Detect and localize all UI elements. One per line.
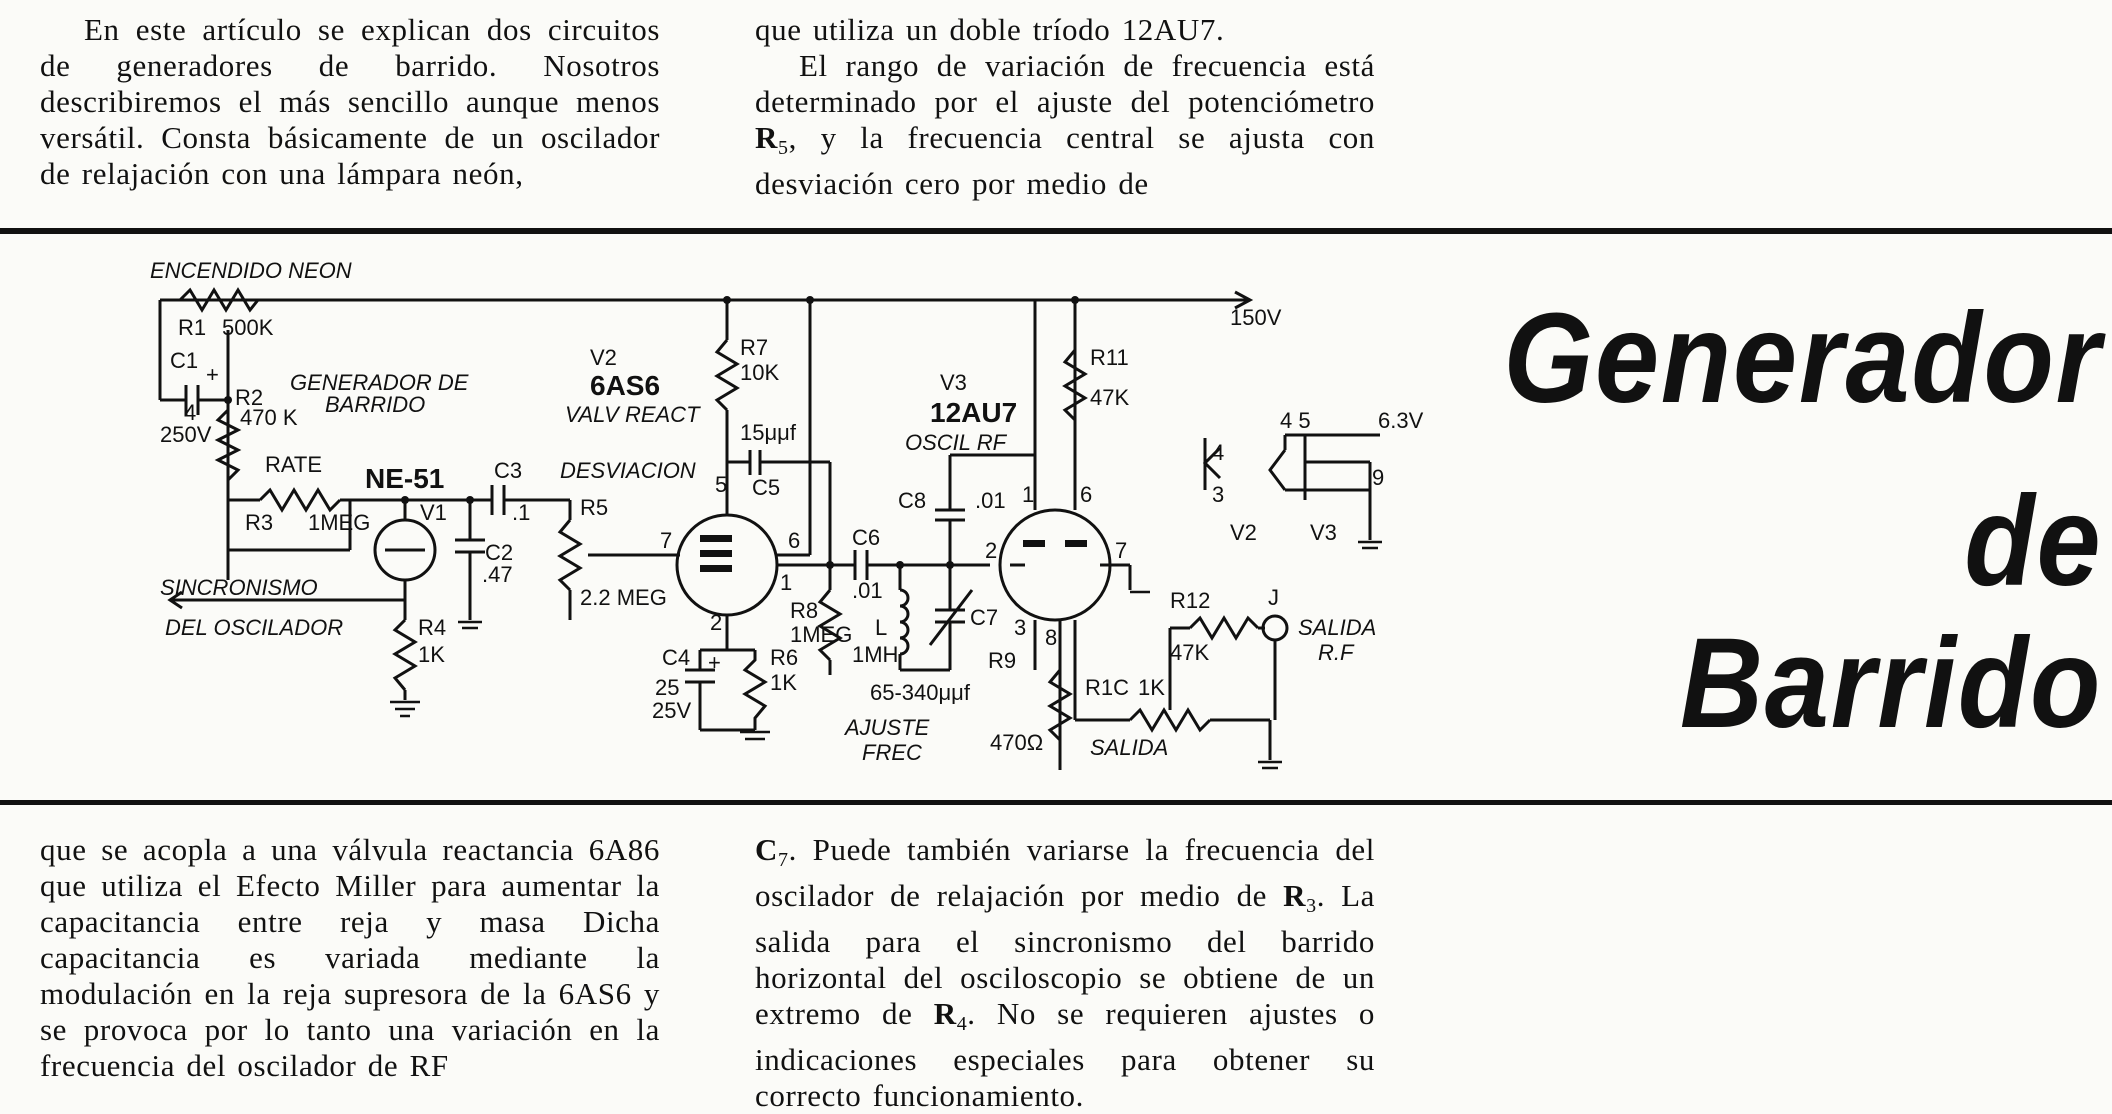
- label-r9-value: 470Ω: [990, 730, 1044, 755]
- label-r5-value: 2.2 MEG: [580, 585, 667, 610]
- label-desviacion: DESVIACION: [560, 458, 696, 483]
- label-heater-9: 9: [1372, 465, 1385, 490]
- label-r10: R1C: [1085, 675, 1130, 700]
- label-r5: R5: [580, 495, 609, 520]
- label-r12: R12: [1170, 588, 1211, 613]
- bottom-rule: [0, 800, 2112, 805]
- label-generador-1: GENERADOR DE: [290, 370, 469, 395]
- label-l-value: 1MH: [852, 642, 899, 667]
- label-ne51: NE-51: [365, 463, 445, 494]
- label-heater-v2: V2: [1230, 520, 1257, 545]
- label-v2-desc: VALV REACT: [565, 402, 700, 427]
- top-right-column: [755, 12, 1375, 202]
- label-heater-pins: 4 5: [1280, 408, 1311, 433]
- label-c5: C5: [752, 475, 781, 500]
- label-v2-pin6: 6: [788, 528, 801, 553]
- label-v3-pin3: 3: [1014, 615, 1027, 640]
- label-c4-value-2: 25V: [652, 698, 692, 723]
- bottom-left-column: [40, 832, 660, 1084]
- closing-paragraph: $C_7$. Puede también variarse la frecuencia del oscilador de relajación por medio de $R_3$. La salida para el sincronismo del barrido horizontal del osciloscopio se obtiene de un extremo de $R_4$. No se requieren ajustes o indicaciones especiales para obtener su correcto funcionamiento.: [755, 832, 1375, 1113]
- label-l: L: [875, 615, 888, 640]
- label-jack: J: [1268, 585, 1279, 610]
- title-line-1: Generador: [1503, 287, 2102, 430]
- label-r8-value: 1MEG: [790, 622, 853, 647]
- label-c1: C1: [170, 348, 199, 373]
- label-c4-value-1: 25: [655, 675, 680, 700]
- title-line-3: Barrido: [1679, 612, 2102, 755]
- label-r4: R4: [418, 615, 447, 640]
- label-v2-pin7: 7: [660, 528, 673, 553]
- label-v3-pin8: 8: [1045, 625, 1058, 650]
- label-r9: R9: [988, 648, 1017, 673]
- label-c3: C3: [494, 458, 523, 483]
- label-r11-value: 47K: [1090, 385, 1130, 410]
- label-c2-value: .47: [482, 562, 513, 587]
- label-r10-value: 1K: [1138, 675, 1165, 700]
- label-ajuste: AJUSTE: [845, 715, 930, 740]
- label-frec: FREC: [862, 740, 922, 765]
- bottom-right-column: [755, 832, 1375, 1114]
- label-v3-pin7: 7: [1115, 538, 1128, 563]
- frequency-range-paragraph: El rango de variación de frecuencia está determinado por el ajuste del potenciómetro $R_5$, y la frecuencia central se ajusta con desviación cero por medio de: [755, 48, 1375, 201]
- label-v3-type: 12AU7: [930, 397, 1018, 428]
- label-v2-pin2: 2: [710, 610, 723, 635]
- label-generador-2: BARRIDO: [325, 392, 426, 417]
- label-salida-rf-2: R.F: [1318, 640, 1354, 665]
- label-c8: C8: [898, 488, 927, 513]
- label-r7: R7: [740, 335, 769, 360]
- label-encendido: ENCENDIDO NEON: [150, 258, 352, 283]
- label-heater-4: 4: [1212, 440, 1225, 465]
- label-c6: C6: [852, 525, 881, 550]
- label-v3-pin2: 2: [985, 538, 998, 563]
- label-v3-pin1: 1: [1022, 482, 1035, 507]
- label-r3: R3: [245, 510, 274, 535]
- label-c7: C7: [970, 605, 999, 630]
- intro-paragraph: En este artículo se explican dos circuitos de generadores de barrido. Nosotros describiremos el más sencillo aunque menos versátil. Consta básicamente de un oscilador de relajación con una lámpara neón,: [40, 12, 660, 191]
- label-c1-value-2: 250V: [160, 422, 212, 447]
- label-r6-value: 1K: [770, 670, 797, 695]
- label-r7-value: 10K: [740, 360, 780, 385]
- label-sincronismo: SINCRONISMO: [160, 575, 318, 600]
- label-r2: R2: [235, 385, 264, 410]
- circuit-schematic: [140, 250, 1470, 780]
- label-c3-value: .1: [512, 500, 531, 525]
- label-6-3v: 6.3V: [1378, 408, 1424, 433]
- label-150v: 150V: [1230, 305, 1282, 330]
- reactance-paragraph: que se acopla a una válvula reactancia 6A86 que utiliza el Efecto Miller para aumentar la capacitancia entre reja y masa Dicha capacitancia es variada mediante la modulación en la reja supresora de la 6AS6 y se provoca por lo tanto una variación en la frecuencia del oscilador de RF: [40, 832, 660, 1083]
- label-r6: R6: [770, 645, 799, 670]
- label-c7-value: 65-340μμf: [870, 680, 970, 705]
- top-left-column: [40, 12, 660, 192]
- label-salida-rf-1: SALIDA: [1298, 615, 1377, 640]
- label-salida: SALIDA: [1090, 735, 1169, 760]
- label-c8-value: .01: [975, 488, 1006, 513]
- top-rule: [0, 228, 2112, 234]
- label-c2: C2: [485, 540, 514, 565]
- label-r3-value: 1MEG: [308, 510, 371, 535]
- label-v2: V2: [590, 345, 617, 370]
- label-v3: V3: [940, 370, 967, 395]
- label-v3-desc: OSCIL RF: [905, 430, 1007, 455]
- label-c5-value: 15μμf: [740, 420, 796, 445]
- label-v2-pin1: 1: [780, 570, 793, 595]
- label-c1-plus: +: [206, 362, 219, 387]
- label-v3-pin6: 6: [1080, 482, 1093, 507]
- label-c4: C4: [662, 645, 691, 670]
- label-v2-pin5: 5: [715, 472, 728, 497]
- label-r4-value: 1K: [418, 642, 445, 667]
- paragraph-continuation: que utiliza un doble tríodo 12AU7.: [755, 12, 1225, 47]
- label-v2-type: 6AS6: [590, 370, 661, 401]
- label-r1-value: 500K: [222, 315, 274, 340]
- label-c1-value-1: 4: [184, 400, 197, 425]
- label-rate: RATE: [265, 452, 323, 477]
- title-line-2: de: [1963, 470, 2102, 613]
- label-r1: R1: [178, 315, 207, 340]
- label-r12-value: 47K: [1170, 640, 1210, 665]
- label-del-oscilador: DEL OSCILADOR: [165, 615, 344, 640]
- label-v1: V1: [420, 500, 447, 525]
- label-heater-3: 3: [1212, 482, 1225, 507]
- label-r8: R8: [790, 598, 819, 623]
- label-heater-v3: V3: [1310, 520, 1337, 545]
- label-c6-value: .01: [852, 578, 883, 603]
- label-r2-value: 470 K: [240, 405, 298, 430]
- label-r11: R11: [1090, 345, 1129, 370]
- label-c4-plus: +: [708, 650, 721, 675]
